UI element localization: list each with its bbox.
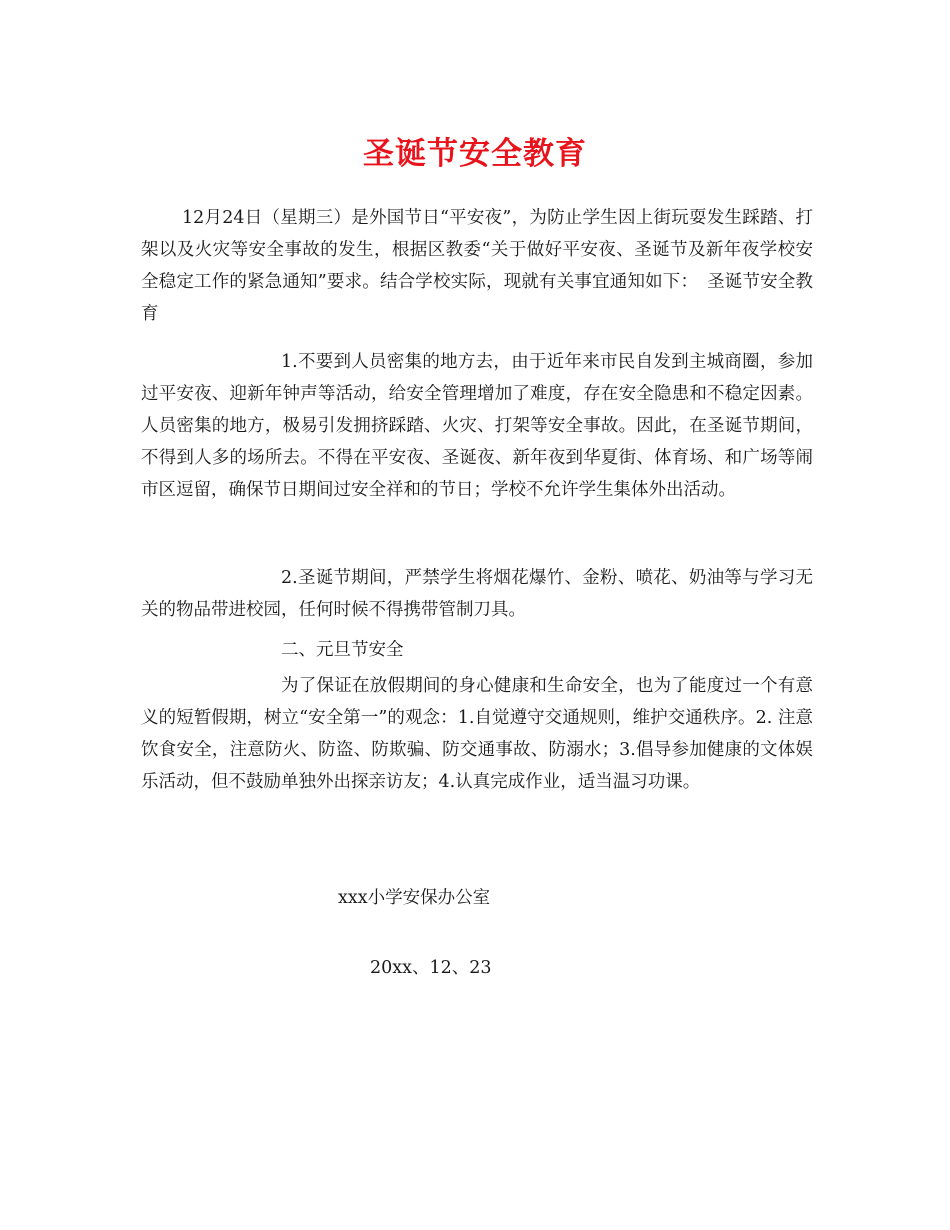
paragraph-item-2: 2.圣诞节期间，严禁学生将烟花爆竹、金粉、喷花、奶油等与学习无关的物品带进校园，任何时候不得携带管制刀具。 (141, 568, 813, 620)
document-title: 圣诞节安全教育 (363, 136, 587, 172)
paragraph-intro: 12月24日（星期三）是外国节日“平安夜”，为防止学生因上街玩耍发生踩踏、打架以及火灾等安全事故的发生，根据区教委“关于做好平安夜、圣诞节及新年夜学校安全稳定工作的紧急通知”要求。结合学校实际，现就有关事宜通知如下： 圣诞节安全教育 (141, 208, 813, 324)
paragraph-new-year-safety: 为了保证在放假期间的身心健康和生命安全，也为了能度过一个有意义的短暂假期，树立“安全第一”的观念：1.自觉遵守交通规则，维护交通秩序。2. 注意饮食安全，注意防火、防盗、防欺骗、防交通事故、防溺水；3.倡导参加健康的文体娱乐活动，但不鼓励单独外出探亲访友；4.认真完成作业，适当温习功课。 (141, 676, 813, 792)
section-heading-new-year: 二、元旦节安全 (281, 640, 404, 660)
signature-office: xxx小学安保办公室 (338, 888, 491, 908)
document-date: 20xx、12、23 (370, 958, 492, 978)
paragraph-item-1: 1.不要到人员密集的地方去，由于近年来市民自发到主城商圈，参加过平安夜、迎新年钟声等活动，给安全管理增加了难度，存在安全隐患和不稳定因素。人员密集的地方，极易引发拥挤踩踏、火灾、打架等安全事故。因此，在圣诞节期间，不得到人多的场所去。不得在平安夜、圣诞夜、新年夜到华夏街、体育场、和广场等闹市区逗留，确保节日期间过安全祥和的节日；学校不允许学生集体外出活动。 (141, 352, 813, 500)
